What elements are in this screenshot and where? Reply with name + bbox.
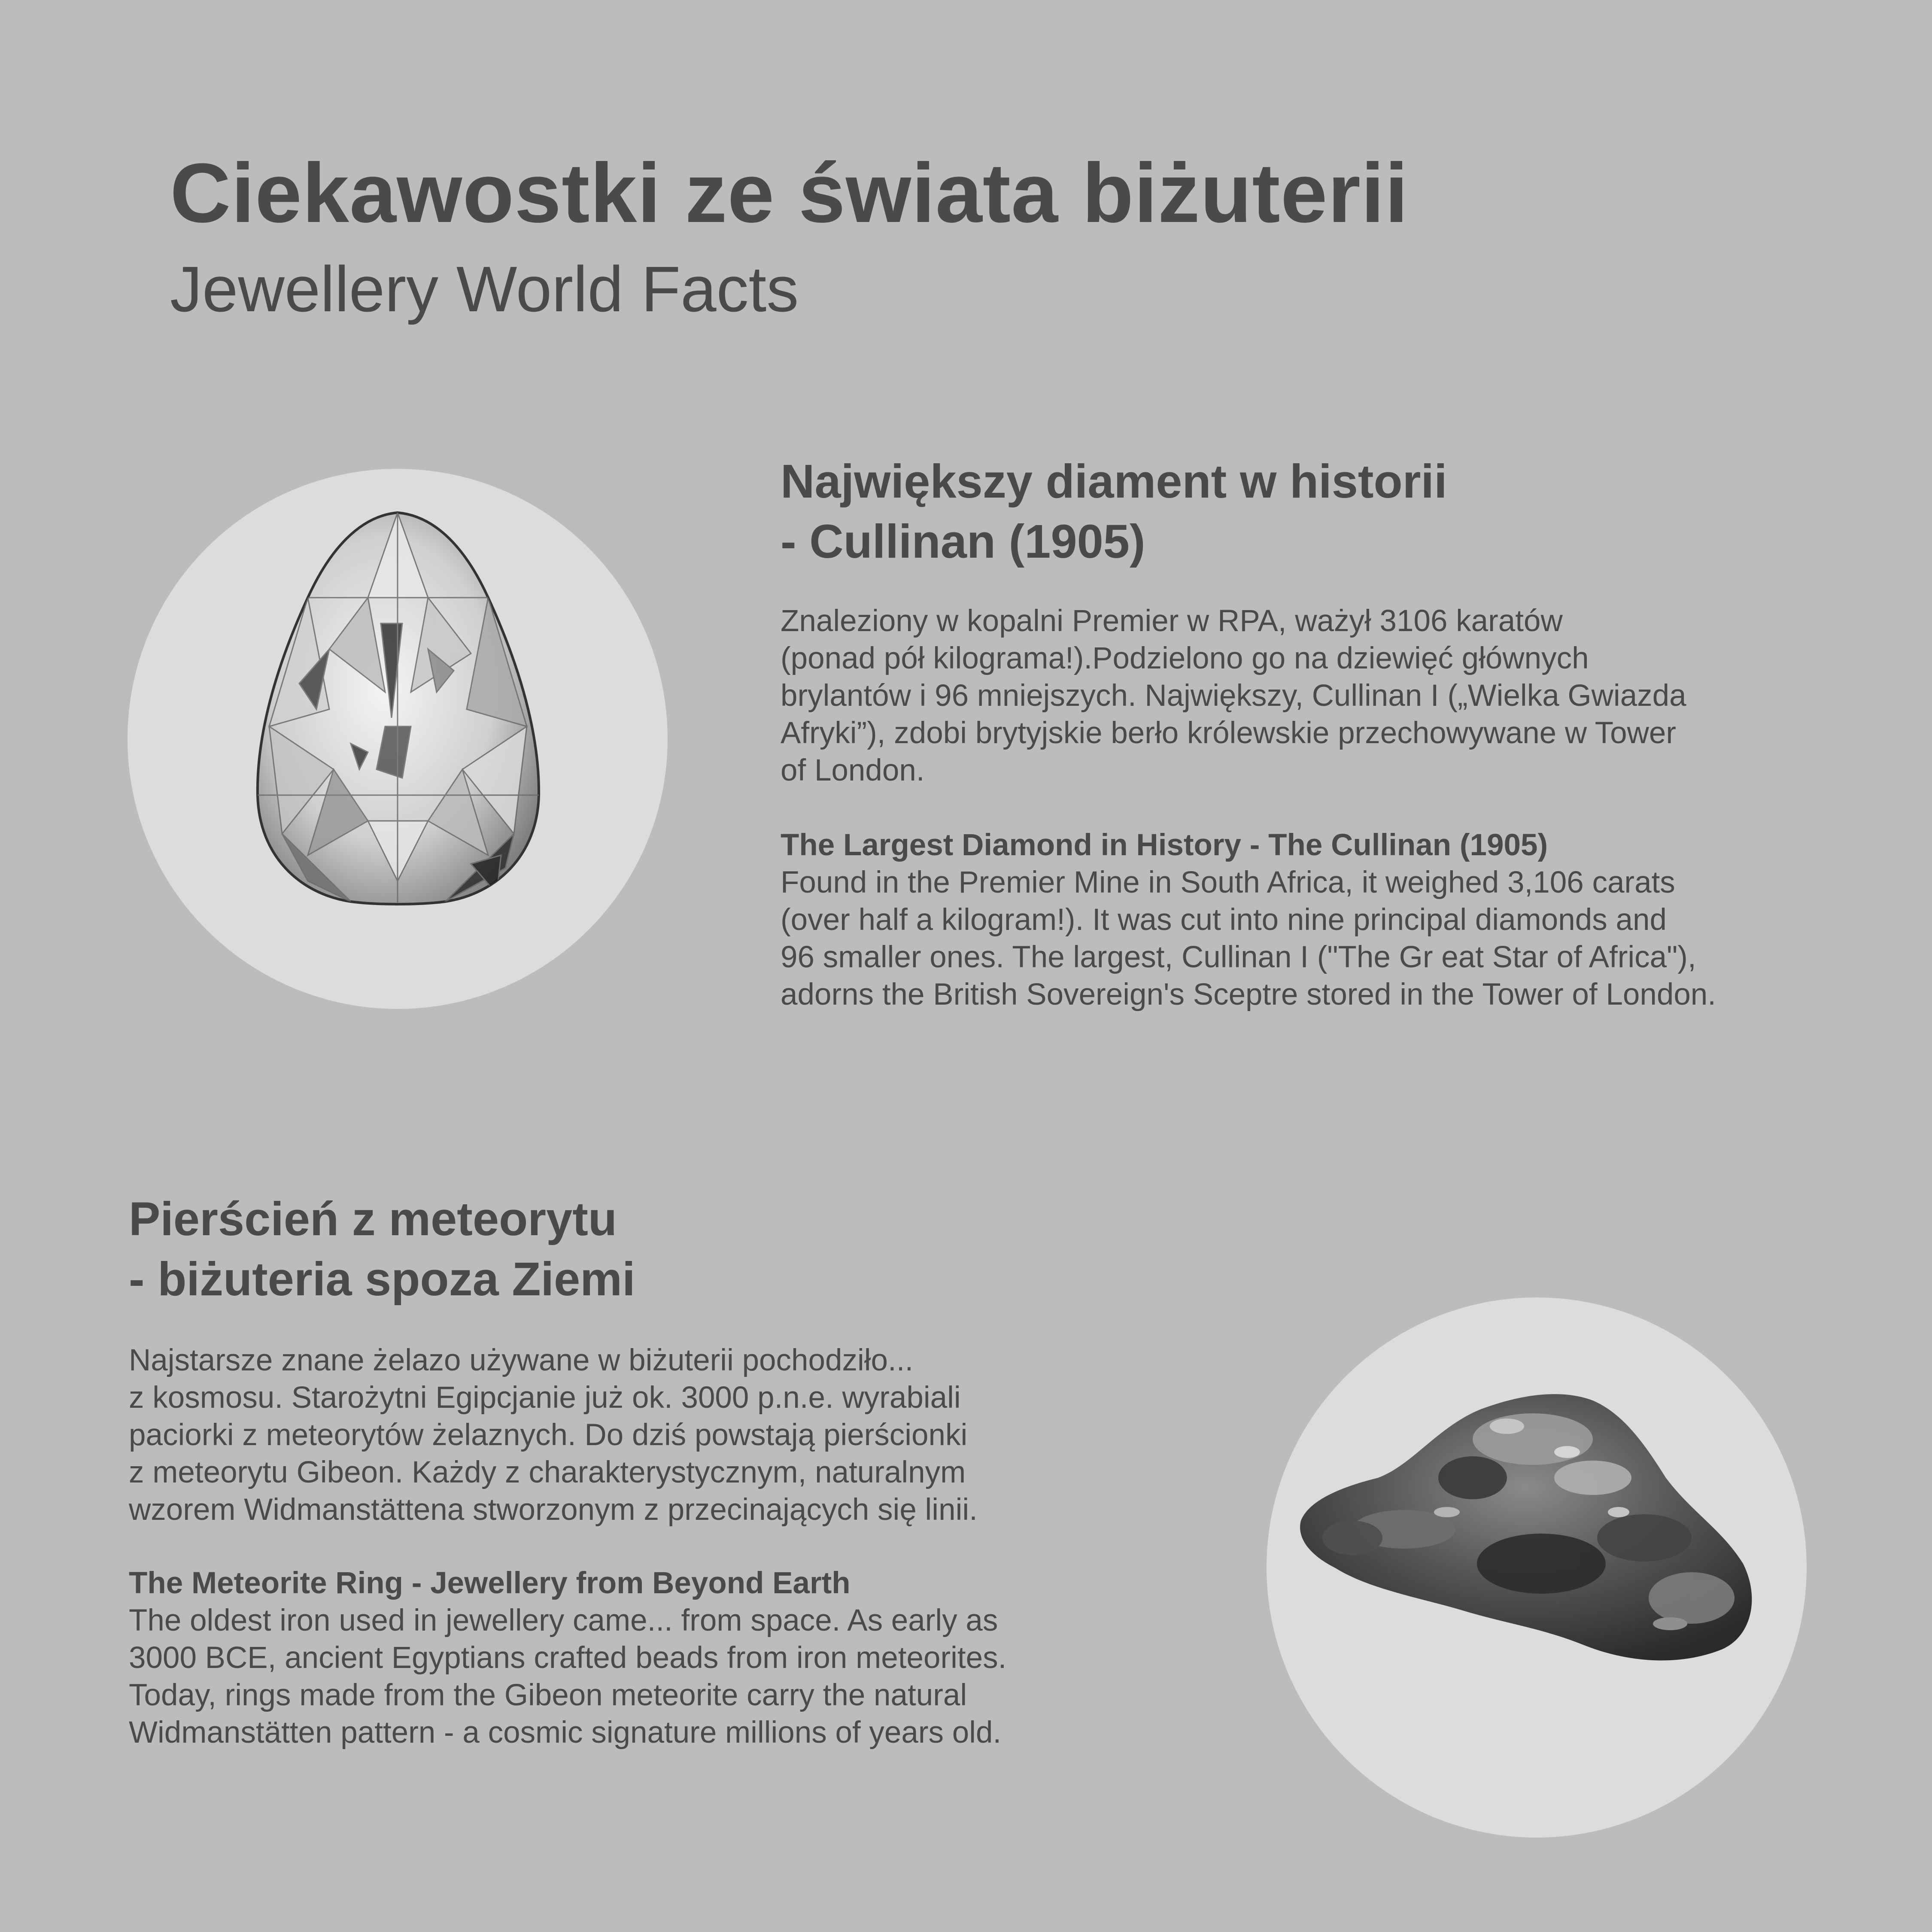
diamond-heading-line2: - Cullinan (1905)	[781, 515, 1145, 568]
meteorite-text-en: The oldest iron used in jewellery came... from space. As early as 3000 BCE, ancient Egyptians crafted beads from iron meteorites. Today, rings made from the Gibeon meteorite carry the natural Widmanstätten pattern - a cosmic signature millions of years old.	[129, 1604, 1007, 1750]
meteorite-image-circle	[1267, 1297, 1807, 1838]
meteorite-heading-line2: - biżuteria spoza Ziemi	[129, 1253, 635, 1306]
meteorite-heading-line1: Pierścień z meteorytu	[129, 1193, 617, 1245]
page-subtitle: Jewellery World Facts	[170, 253, 799, 325]
diamond-heading-en: The Largest Diamond in History - The Cullinan (1905)	[781, 828, 1548, 862]
diamond-heading	[781, 452, 1447, 572]
diamond-icon	[128, 469, 668, 1009]
diamond-text-pl: Znaleziony w kopalni Premier w RPA, ważył 3106 karatów (ponad pół kilograma!).Podzielono go na dziewięć głównych brylantów i 96 mniejszych. Największy, Cullinan I („Wielka Gwiazda Afryki”), zdobi brytyjskie berło królewskie przechowywane w Tower of London.	[781, 604, 1686, 787]
meteorite-text-pl: Najstarsze znane żelazo używane w biżuterii pochodziło... z kosmosu. Starożytni Egipcjanie już ok. 3000 p.n.e. wyrabiali paciorki z meteorytów żelaznych. Do dziś powstają pierścionki z meteorytu Gibeon. Każdy z charakterystycznym, naturalnym wzorem Widmanstättena stworzonym z przecinających się linii.	[129, 1343, 978, 1527]
meteorite-icon	[1267, 1297, 1807, 1838]
meteorite-heading-en: The Meteorite Ring - Jewellery from Beyond Earth	[129, 1566, 851, 1600]
diamond-text-en: Found in the Premier Mine in South Africa, it weighed 3,106 carats (over half a kilogram!). It was cut into nine principal diamonds and 96 smaller ones. The largest, Cullinan I ("The Gr eat Star of Africa"), adorns the British Sovereign's Sceptre stored in the Tower of London.	[781, 866, 1716, 1012]
diamond-image-circle	[128, 469, 668, 1009]
meteorite-heading	[129, 1189, 635, 1309]
page-title: Ciekawostki ze świata biżuterii	[170, 146, 1409, 240]
diamond-heading-line1: Największy diament w historii	[781, 455, 1447, 508]
